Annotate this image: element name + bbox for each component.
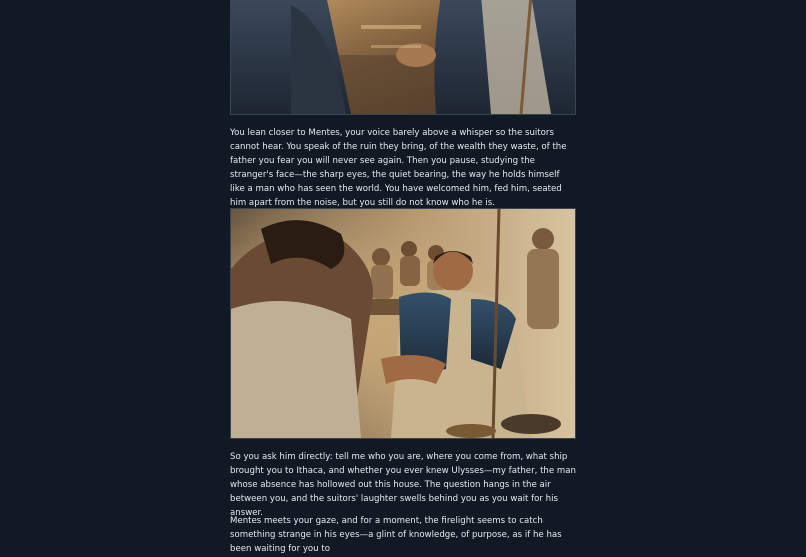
scene-image-top bbox=[230, 0, 576, 115]
story-paragraph-3: Mentes meets your gaze, and for a moment, the firelight seems to catch something strange in his eyes—a glint of knowledge, of purpose, as if he has been waiting for you to bbox=[230, 516, 562, 554]
story-paragraph-2: So you ask him directly: tell me who you are, where you come from, what ship brought you to Ithaca, and whether you ever knew Ulysses—my father, the man whose absence has hollowed out this house. The question hangs in the air between you, and the suitors' laughter swells behind you as you wait for his answer. bbox=[230, 452, 576, 518]
scene-illustration-seated-figures bbox=[231, 0, 575, 114]
scene-image-middle bbox=[230, 208, 576, 439]
story-paragraph-1: You lean closer to Mentes, your voice barely above a whisper so the suitors cannot hear. You speak of the ruin they bring, of the wealth they waste, of the father you fear you will never see again. Then you pause, studying the stranger's face—the sharp eyes, the quiet bearing, the way he holds himself like a man who has seen the world. You have welcomed him, fed him, seated him apart from the noise, but you still do not know who he is. bbox=[230, 128, 567, 208]
scene-illustration-mentes-and-suitors bbox=[231, 209, 575, 438]
